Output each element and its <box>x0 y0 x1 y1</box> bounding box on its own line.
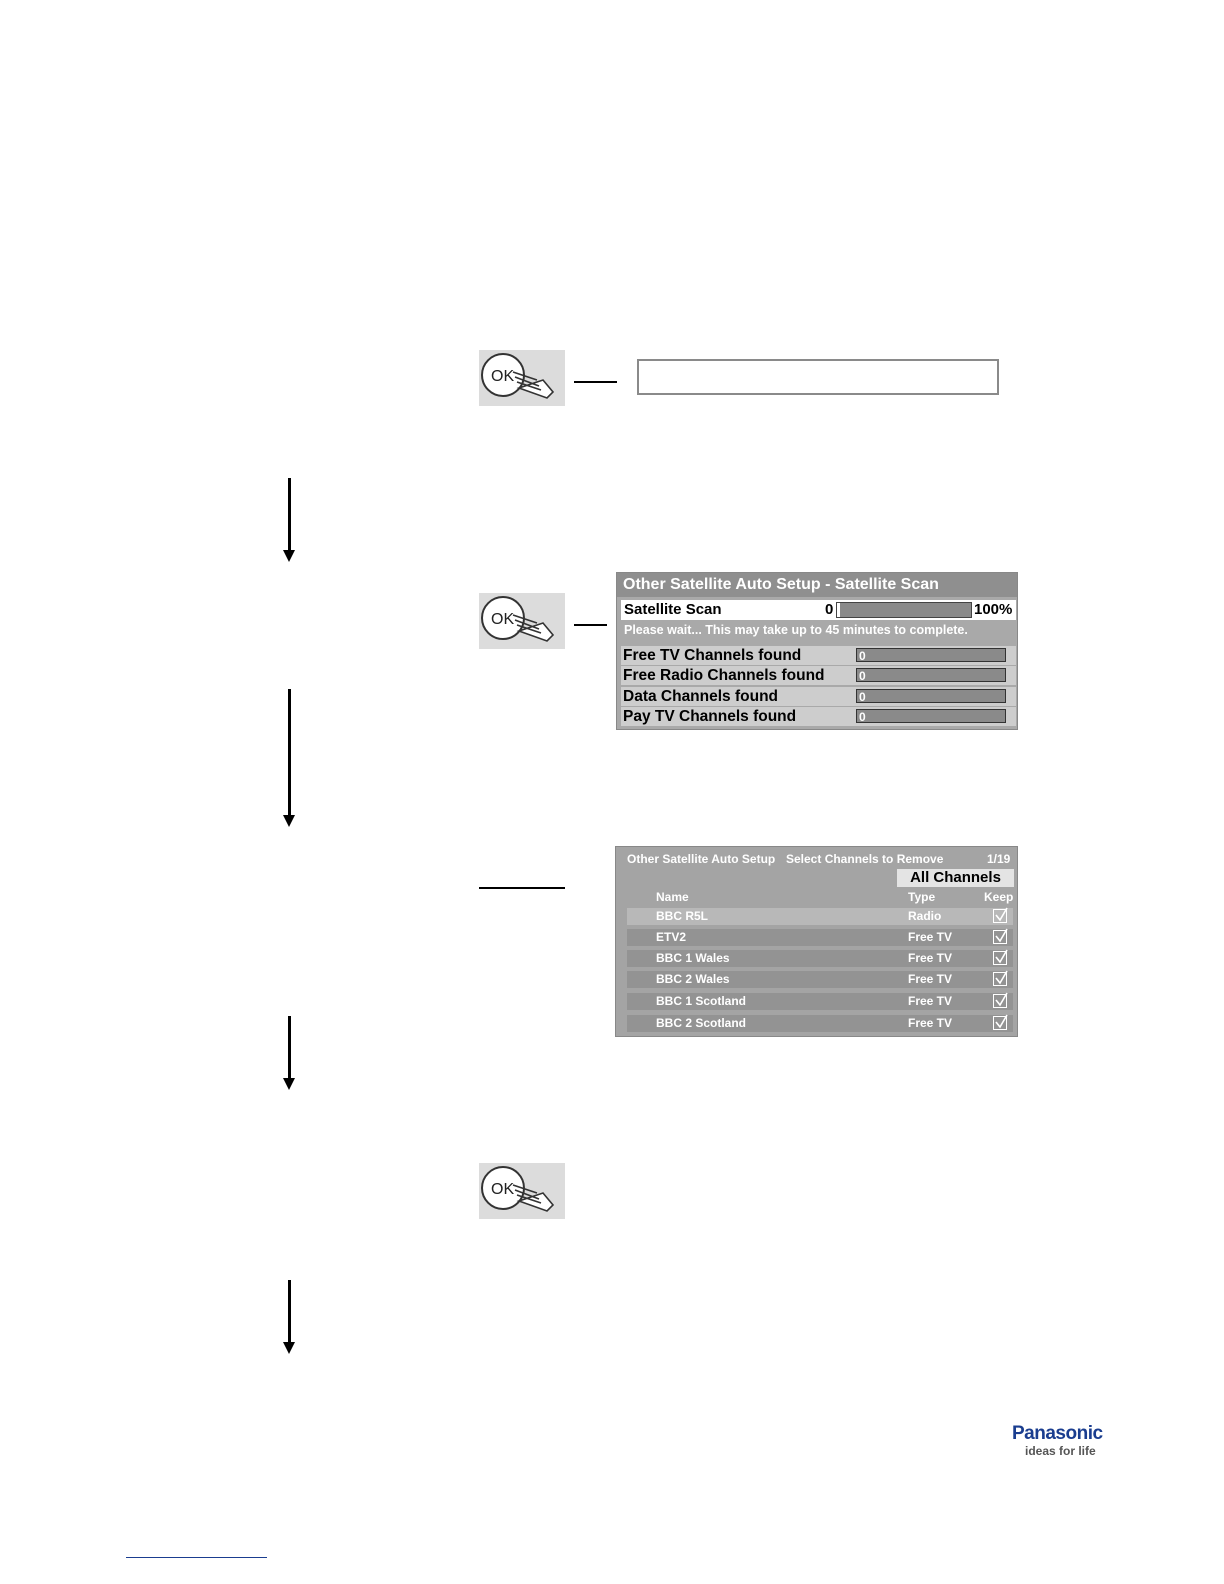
keep-checkbox[interactable] <box>993 994 1007 1008</box>
found-value: 0 <box>856 689 1006 703</box>
ok-button-icon <box>479 1163 565 1219</box>
channel-row[interactable] <box>627 1015 1013 1032</box>
logo-tagline: ideas for life <box>1025 1444 1096 1458</box>
column-header-name: Name <box>656 890 689 904</box>
found-row-free-tv <box>621 646 1016 665</box>
scan-progress-fill <box>837 603 840 617</box>
remove-screen-title: Other Satellite Auto Setup <box>627 852 776 866</box>
keep-checkbox[interactable] <box>993 972 1007 986</box>
channel-row[interactable] <box>627 908 1013 925</box>
channel-name: BBC R5L <box>656 909 709 923</box>
connector-line <box>574 381 617 383</box>
scan-min: 0 <box>825 601 834 618</box>
satellite-scan-screen <box>616 572 1018 730</box>
found-label: Free Radio Channels found <box>623 667 825 684</box>
ok-button-icon <box>479 593 565 649</box>
column-header-type: Type <box>908 890 936 904</box>
channel-row[interactable] <box>627 929 1013 946</box>
flow-arrow-down <box>282 689 296 827</box>
keep-checkbox[interactable] <box>993 930 1007 944</box>
found-label: Pay TV Channels found <box>623 708 797 725</box>
keep-checkbox[interactable] <box>993 1016 1007 1030</box>
channel-name: ETV2 <box>656 930 687 944</box>
channel-name: BBC 2 Wales <box>656 972 730 986</box>
page-indicator: 1/19 <box>987 852 1011 866</box>
found-row-free-radio <box>621 666 1016 685</box>
channel-type: Free TV <box>908 1016 953 1030</box>
scan-max: 100% <box>974 601 1013 618</box>
all-channels-button[interactable]: All Channels <box>897 869 1014 887</box>
ok-label: OK <box>491 368 515 385</box>
found-value: 0 <box>856 709 1006 723</box>
found-value: 0 <box>856 668 1006 682</box>
panasonic-logo: Panasonic <box>1012 1423 1103 1444</box>
connector-line <box>574 624 607 626</box>
flow-arrow-down <box>282 1280 296 1354</box>
channel-type: Free TV <box>908 930 953 944</box>
found-row-pay-tv <box>621 707 1016 726</box>
connector-line <box>479 887 565 889</box>
channel-name: BBC 1 Wales <box>656 951 730 965</box>
ok-label: OK <box>491 611 515 628</box>
ok-label: OK <box>491 1181 515 1198</box>
select-channels-screen <box>615 846 1018 1037</box>
channel-row[interactable] <box>627 950 1013 967</box>
column-header-keep: Keep <box>984 890 1014 904</box>
channel-row[interactable] <box>627 971 1013 988</box>
channel-type: Free TV <box>908 994 953 1008</box>
empty-screen-frame <box>637 359 999 395</box>
flow-arrow-down <box>282 478 296 562</box>
found-label: Free TV Channels found <box>623 647 802 664</box>
found-row-data <box>621 687 1016 706</box>
channel-row[interactable] <box>627 993 1013 1010</box>
footer-rule <box>126 1557 267 1558</box>
ok-button-icon <box>479 350 565 406</box>
channel-type: Radio <box>908 909 942 923</box>
scan-progress-bar <box>836 602 972 618</box>
keep-checkbox[interactable] <box>993 909 1007 923</box>
channel-type: Free TV <box>908 951 953 965</box>
wait-message: Please wait... This may take up to 45 minutes to complete. <box>624 623 968 637</box>
keep-checkbox[interactable] <box>993 951 1007 965</box>
channel-name: BBC 1 Scotland <box>656 994 747 1008</box>
channel-type: Free TV <box>908 972 953 986</box>
channel-name: BBC 2 Scotland <box>656 1016 747 1030</box>
flow-arrow-down <box>282 1016 296 1090</box>
found-label: Data Channels found <box>623 688 779 705</box>
satellite-scan-row <box>621 600 1016 620</box>
scan-screen-title: Other Satellite Auto Setup - Satellite Scan <box>617 573 1017 597</box>
remove-screen-subtitle: Select Channels to Remove <box>786 852 944 866</box>
scan-label: Satellite Scan <box>624 601 722 618</box>
found-value: 0 <box>856 648 1006 662</box>
